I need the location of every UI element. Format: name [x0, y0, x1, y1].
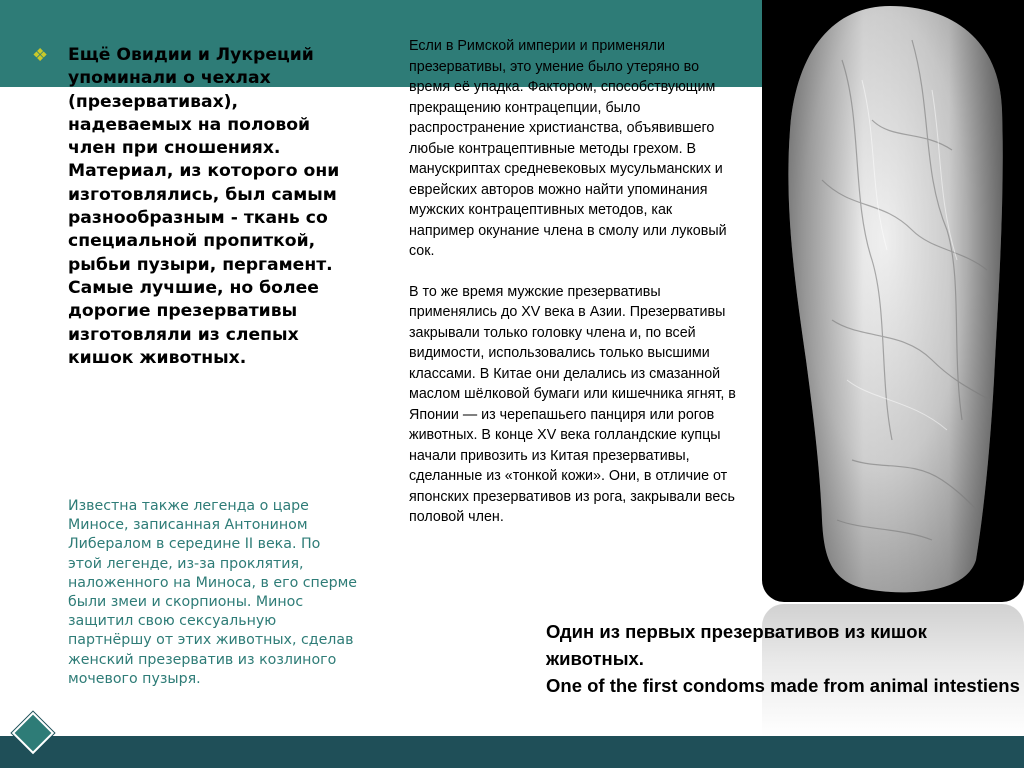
caption-russian: Один из первых презервативов из кишок животных. [546, 621, 927, 669]
history-text-column [409, 36, 741, 528]
bottom-footer-band [0, 736, 1024, 768]
condom-illustration [762, 0, 1024, 602]
legend-paragraph: Известна также легенда о царе Миносе, записанная Антонином Либералом в середине II века. По этой легенде, из-за проклятия, наложенного на Миноса, в его сперме были змеи и скорпионы. Минос защитил свою сексуальную партнёршу от этих животных, сделав женский презерватив из козлиного мочевого пузыря. [68, 498, 358, 687]
caption-english: One of the first condoms made from animal intestiens [546, 675, 1020, 696]
main-paragraph: Ещё Овидии и Лукреций упоминали о чехлах (презервативах), надеваемых на половой член при сношениях. Материал, из которого они изготовлялись, был самым разнообразным - ткань со специальной пропиткой, рыбьи пузыри, пергамент. Самые лучшие, но более дорогие презервативы изготовляли из слепых кишок животных. [68, 45, 340, 368]
history-paragraph-1: Если в Римской империи и применяли презервативы, это умение было утеряно во время её упадка. Фактором, способствующим прекращению контрацепции, было распространение христианства, объявившего любые контрацептивные методы грехом. В манускриптах средневековых мусульманских и еврейских авторов можно найти упоминания мужских контрацептивных методов, как например окунание члена в смолу или луковый сок. [409, 38, 727, 259]
photo-caption [546, 618, 1024, 699]
history-paragraph-2: В то же время мужские презервативы применялись до XV века в Азии. Презервативы закрывали только головку члена и, по всей видимости, использовались только высшими классами. В Китае они делались из смазанной маслом шёлковой бумаги или кишечника ягнят, в Японии — из черепашьего панциря или рогов животных. В конце XV века голландские купцы начали привозить из Китая презервативы, сделанные из «тонкой кожи». Они, в отличие от японских презервативов из рога, закрывали весь половой член. [409, 283, 736, 525]
diamond-bullet-icon: ❖ [32, 45, 49, 65]
condom-photo [762, 0, 1024, 602]
